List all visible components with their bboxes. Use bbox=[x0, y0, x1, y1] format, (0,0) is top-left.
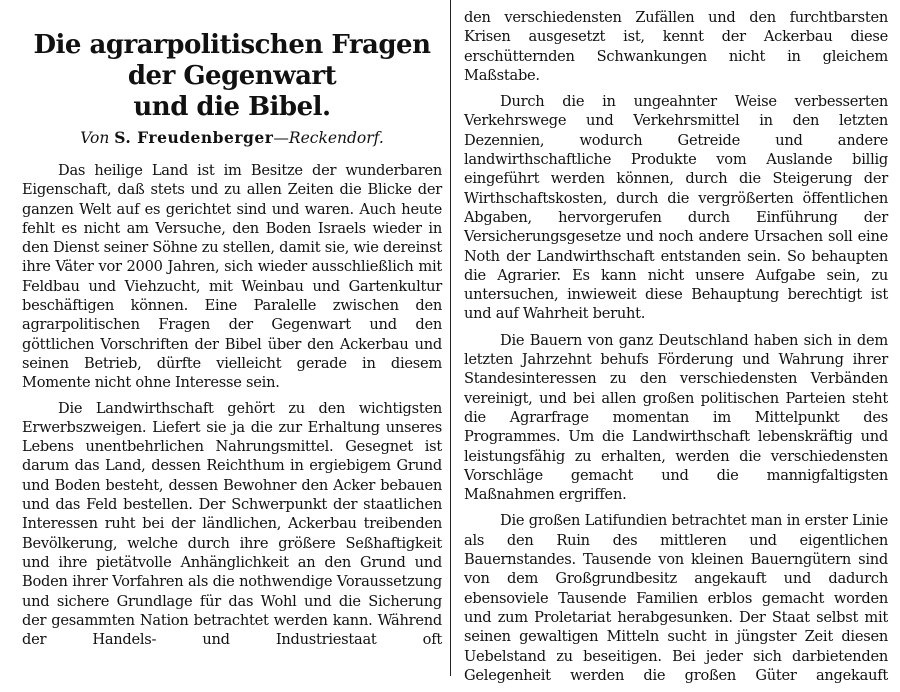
author-location: —Reckendorf. bbox=[273, 129, 384, 147]
left-column bbox=[22, 30, 442, 653]
paragraph: Die Bauern von ganz Deutschland haben sich in dem letzten Jahrzehnt behufs Förderung und Wahrung ihrer Standesinteressen zu den verschiedensten Verbänden vereinigt, und bei allen großen politischen Parteien steht die Agrarfrage momentan im Mittelpunkt des Programmes. Um die Landwirthschaft lebenskräftig und leistungsfähig zu erhalten, werden die verschiedensten Vorschläge gemacht und die mannigfaltigsten Maßnahmen ergriffen. bbox=[464, 331, 888, 504]
author-name: S. Freudenberger bbox=[114, 128, 274, 147]
paragraph: Das heilige Land ist im Besitze der wunderbaren Eigenschaft, daß stets und zu allen Zeiten die Blicke der ganzen Welt auf es gerichtet sind und waren. Auch heute fehlt es nicht am Versuche, den Boden Israels wieder in den Dienst seiner Söhne zu stellen, damit sie, wie dereinst ihre Väter vor 2000 Jahren, sich wieder ausschließlich mit Feldbau und Viehzucht, mit Weinbau und Gartenkultur beschäftigen können. Eine Paralelle zwischen den agrarpolitischen Fragen der Gegenwart und den göttlichen Vorschriften der Bibel über den Ackerbau und seinen Betrieb, dürfte vielleicht gerade in diesem Momente nicht ohne Interesse sein. bbox=[22, 162, 442, 392]
paragraph: den verschiedensten Zufällen und den furchtbarsten Krisen ausgesetzt ist, kennt der Ackerbau diese erschütternden Schwankungen nicht in gleichem Maßstabe. bbox=[464, 9, 888, 84]
paragraph: Die großen Latifundien betrachtet man in erster Linie als den Ruin des mittleren und eigentlichen Bauernstandes. Tausende von kleinen Bauerngütern sind von dem Großgrundbesitz angekauft und dadurch ebensoviele Tausende Familien erblos gemacht worden und zum Proletariat herabgesunken. Der Staat selbst mit seinen gewaltigen Mitteln sucht in jüngster Zeit diesen Uebelstand zu beseitigen. Bei jeder sich darbietenden Gelegenheit werden die großen Güter angekauft bbox=[464, 512, 888, 684]
paragraph: Die Landwirthschaft gehört zu den wichtigsten Erwerbszweigen. Liefert sie ja die zur Erhaltung unseres Lebens unentbehrlichen Nahrungsmittel. Gesegnet ist darum das Land, dessen Reichthum in ergiebigem Grund und Boden besteht, dessen Bewohner den Acker bebauen und das Feld bestellen. Der Schwerpunkt der staatlichen Interessen ruht bei der ländlichen, Ackerbau treibenden Bevölkerung, welche durch ihre größere Seßhaftigkeit und ihre pietätvolle Anhänglichkeit an den Grund und Boden ihrer Vorfahren als die nothwendige Voraussetzung und sichere Grundlage für das Wohl und die Sicherung der gesammten Nation betrachtet werden kann. Während der Handels- und Industriestaat oft bbox=[22, 399, 442, 649]
article-title bbox=[22, 30, 442, 123]
right-column bbox=[464, 8, 888, 692]
byline-prefix: Von bbox=[80, 129, 110, 147]
title-line-2: und die Bibel. bbox=[133, 92, 331, 122]
paragraph: Durch die in ungeahnter Weise verbesserten Verkehrswege und Verkehrsmittel in den letzten Dezennien, wodurch Getreide und andere landwirthschaftliche Produkte vom Auslande billig eingeführt werden können, durch die Steigerung der Wirthschaftskosten, durch die vergrößerten öffentlichen Abgaben, hervorgerufen durch Einführung der Versicherungsgesetze und noch andere Ursachen soll eine Noth der Landwirthschaft entstanden sein. So behaupten die Agrarier. Es kann nicht unsere Aufgabe sein, zu untersuchen, inwieweit diese Behauptung berechtigt ist und auf Wahrheit beruht. bbox=[464, 93, 888, 323]
byline bbox=[22, 127, 442, 149]
column-divider bbox=[450, 0, 451, 676]
title-line-1: Die agrarpolitischen Fragen der Gegenwart bbox=[33, 30, 431, 91]
